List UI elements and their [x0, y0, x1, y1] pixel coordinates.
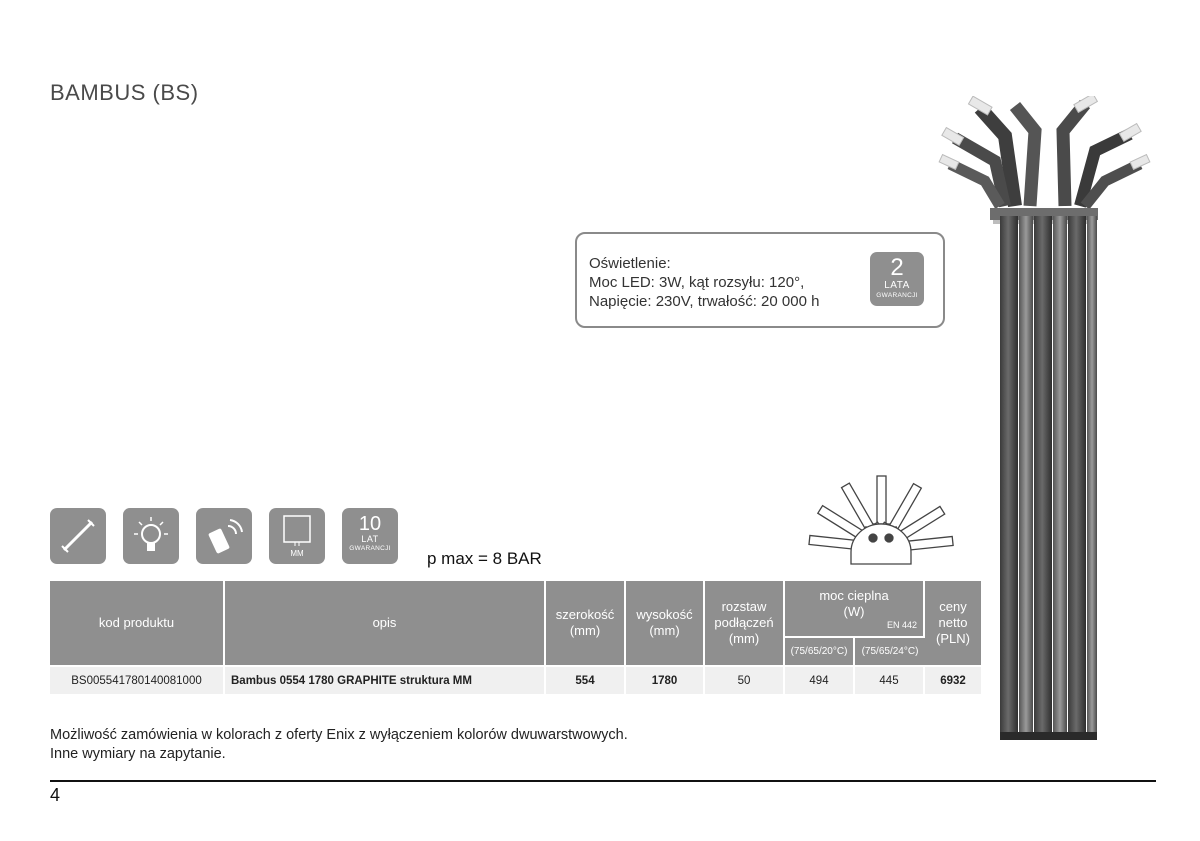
table-row	[50, 667, 981, 694]
footer-rule	[50, 780, 1156, 782]
warranty-10-number: 10	[358, 513, 382, 535]
lighting-info-box	[575, 232, 945, 328]
warranty-2-sub: GWARANCJI	[876, 292, 918, 299]
remote-control-icon	[196, 508, 252, 564]
page-title: BAMBUS (BS)	[50, 80, 199, 105]
mm-label: MM	[290, 549, 304, 558]
header-code: kod produktu	[50, 581, 225, 667]
cell-power-b: 445	[855, 667, 925, 694]
note-line-2: Inne wymiary na zapytanie.	[50, 746, 226, 762]
cell-code: BS005541780140081000	[50, 667, 225, 694]
cell-power-a: 494	[785, 667, 855, 694]
header-power-b: (75/65/24°C)	[855, 638, 925, 667]
cell-width: 554	[546, 667, 626, 694]
header-price: ceny netto (PLN)	[925, 581, 981, 667]
header-width: szerokość (mm)	[546, 581, 626, 667]
header-spacing: rozstaw podłączeń (mm)	[705, 581, 785, 667]
warranty-2-word: LATA	[884, 280, 910, 291]
max-pressure-label: p max = 8 BAR	[427, 549, 542, 568]
lighting-power: Moc LED: 3W, kąt rozsyłu: 120°,	[589, 274, 805, 291]
header-power	[785, 581, 925, 638]
warranty-10-word: LAT	[361, 534, 379, 544]
heating-element-icon	[50, 508, 106, 564]
spec-table	[50, 581, 981, 694]
order-note	[50, 726, 628, 764]
header-power-norm: EN 442	[886, 620, 917, 630]
header-desc: opis	[225, 581, 546, 667]
note-line-1: Możliwość zamówienia w kolorach z oferty Enix z wyłączeniem kolorów dwuwarstwowych.	[50, 727, 628, 743]
cell-spacing: 50	[705, 667, 785, 694]
led-bulb-icon	[123, 508, 179, 564]
mm-finish-icon	[269, 508, 325, 564]
top-view-diagram	[793, 472, 968, 572]
warranty-2-number: 2	[890, 254, 904, 281]
header-power-label: moc cieplna (W)	[819, 587, 889, 619]
header-power-a: (75/65/20°C)	[785, 638, 855, 667]
lighting-text	[589, 254, 819, 311]
warranty-10-sub: GWARANCJI	[349, 545, 391, 552]
cell-desc: Bambus 0554 1780 GRAPHITE struktura MM	[225, 667, 546, 694]
page-number: 4	[50, 785, 61, 805]
lighting-heading: Oświetlenie:	[589, 255, 671, 272]
warranty-2-icon	[870, 252, 924, 306]
warranty-10-icon	[342, 508, 398, 564]
cell-price: 6932	[925, 667, 981, 694]
lighting-voltage: Napięcie: 230V, trwałość: 20 000 h	[589, 293, 820, 310]
cell-height: 1780	[626, 667, 705, 694]
header-height: wysokość (mm)	[626, 581, 705, 667]
